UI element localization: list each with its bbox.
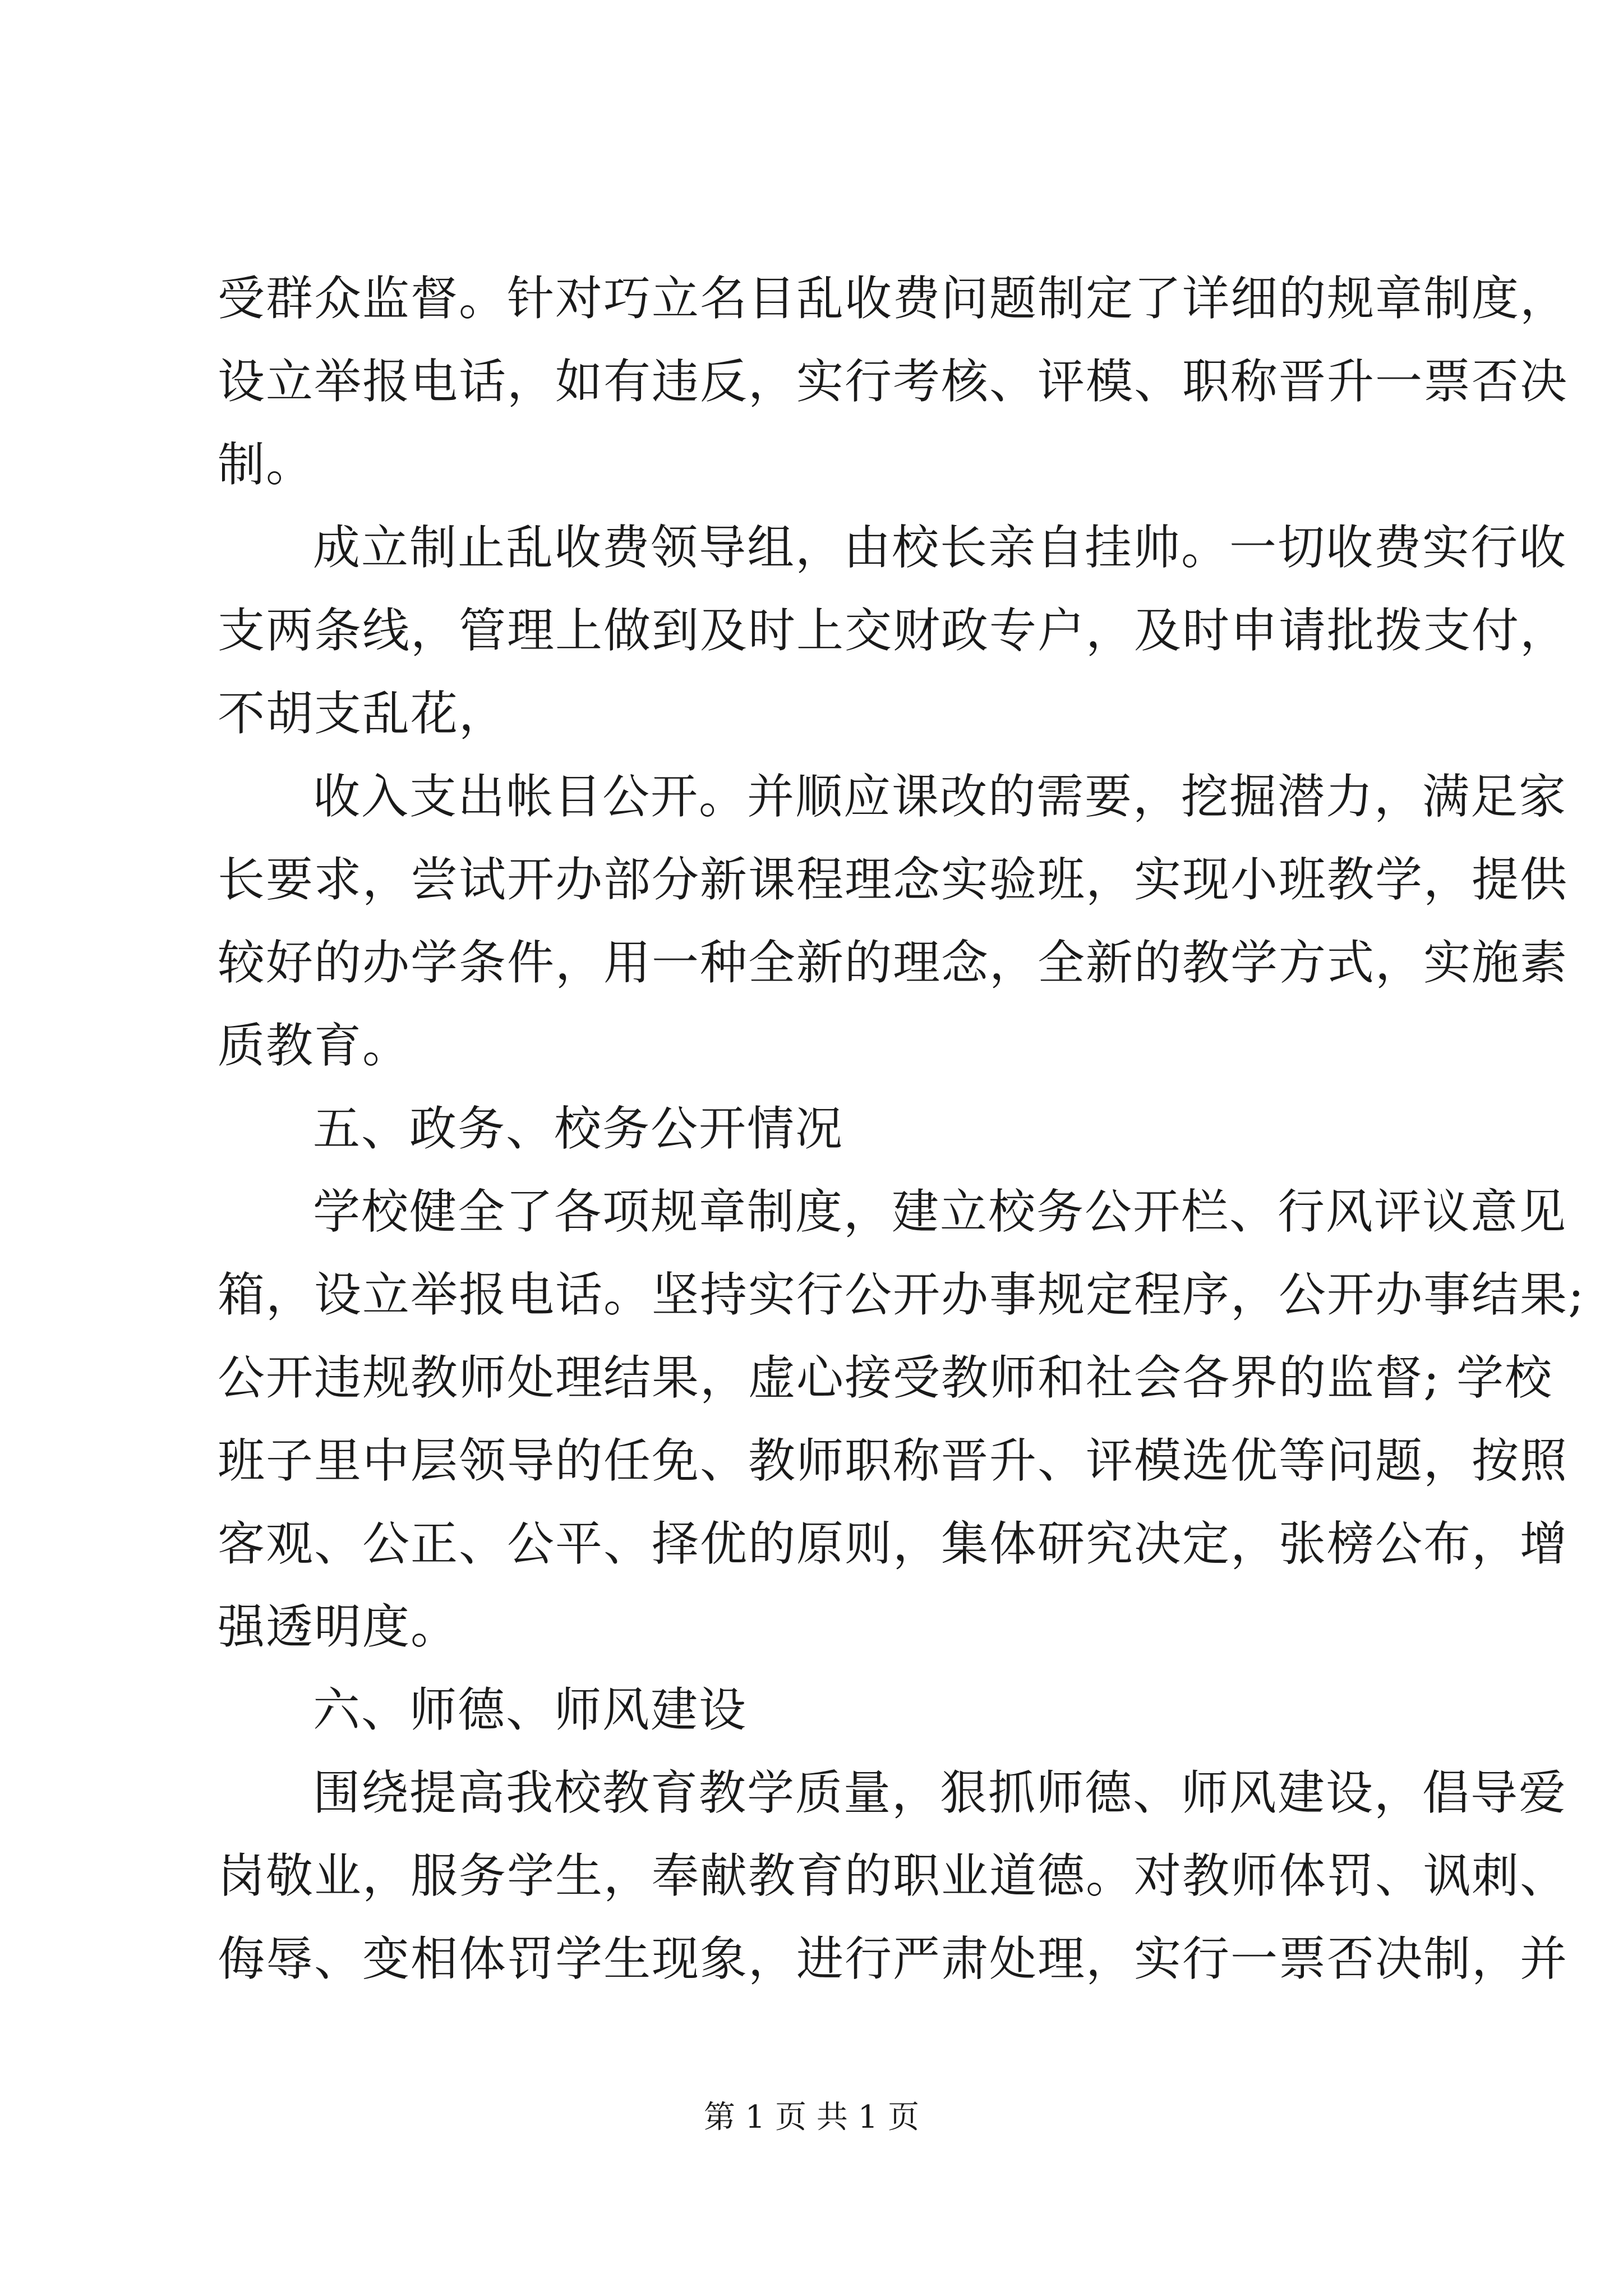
text-line: 公开违规教师处理结果，虚心接受教师和社会各界的监督; 学校 xyxy=(218,1350,1553,1405)
text-line: 客观、公正、公平、择优的原则，集体研究决定，张榜公布，增 xyxy=(218,1516,1569,1571)
text-line: 质教育。 xyxy=(218,1018,411,1073)
page-number-footer: 第 1 页 共 1 页 xyxy=(703,2099,920,2136)
text-line: 岗敬业，服务学生，奉献教育的职业道德。对教师体罚、讽刺、 xyxy=(218,1848,1569,1903)
text-line: 强透明度。 xyxy=(218,1599,459,1654)
section-heading: 六、师德、师风建设 xyxy=(313,1682,748,1737)
text-line: 较好的办学条件，用一种全新的理念，全新的教学方式，实施素 xyxy=(218,935,1569,990)
text-line: 长要求，尝试开办部分新课程理念实验班，实现小班教学，提供 xyxy=(218,852,1569,907)
paragraph-start-line: 学校健全了各项规章制度，建立校务公开栏、行风评议意见 xyxy=(313,1184,1567,1239)
paragraph-start-line: 收入支出帐目公开。并顺应课改的需要，挖掘潜力，满足家 xyxy=(313,769,1567,824)
text-line: 支两条线，管理上做到及时上交财政专户，及时申请批拨支付， xyxy=(218,603,1569,658)
text-line: 侮辱、变相体罚学生现象，进行严肃处理，实行一票否决制，并 xyxy=(218,1931,1569,1986)
text-line: 班子里中层领导的任免、教师职称晋升、评模选优等问题，按照 xyxy=(218,1433,1569,1488)
text-line: 设立举报电话，如有违反，实行考核、评模、职称晋升一票否决 xyxy=(218,354,1569,409)
text-line: 制。 xyxy=(218,437,315,492)
text-line: 受群众监督。针对巧立名目乱收费问题制定了详细的规章制度， xyxy=(218,271,1569,326)
text-line: 不胡支乱花， xyxy=(218,686,508,741)
paragraph-start-line: 成立制止乱收费领导组，由校长亲自挂帅。一切收费实行收 xyxy=(313,520,1567,575)
document-body xyxy=(218,257,1585,2000)
text-line: 箱，设立举报电话。坚持实行公开办事规定程序，公开办事结果; xyxy=(218,1267,1585,1322)
section-heading: 五、政务、校务公开情况 xyxy=(313,1101,844,1156)
paragraph-start-line: 围绕提高我校教育教学质量，狠抓师德、师风建设，倡导爱 xyxy=(313,1765,1567,1820)
